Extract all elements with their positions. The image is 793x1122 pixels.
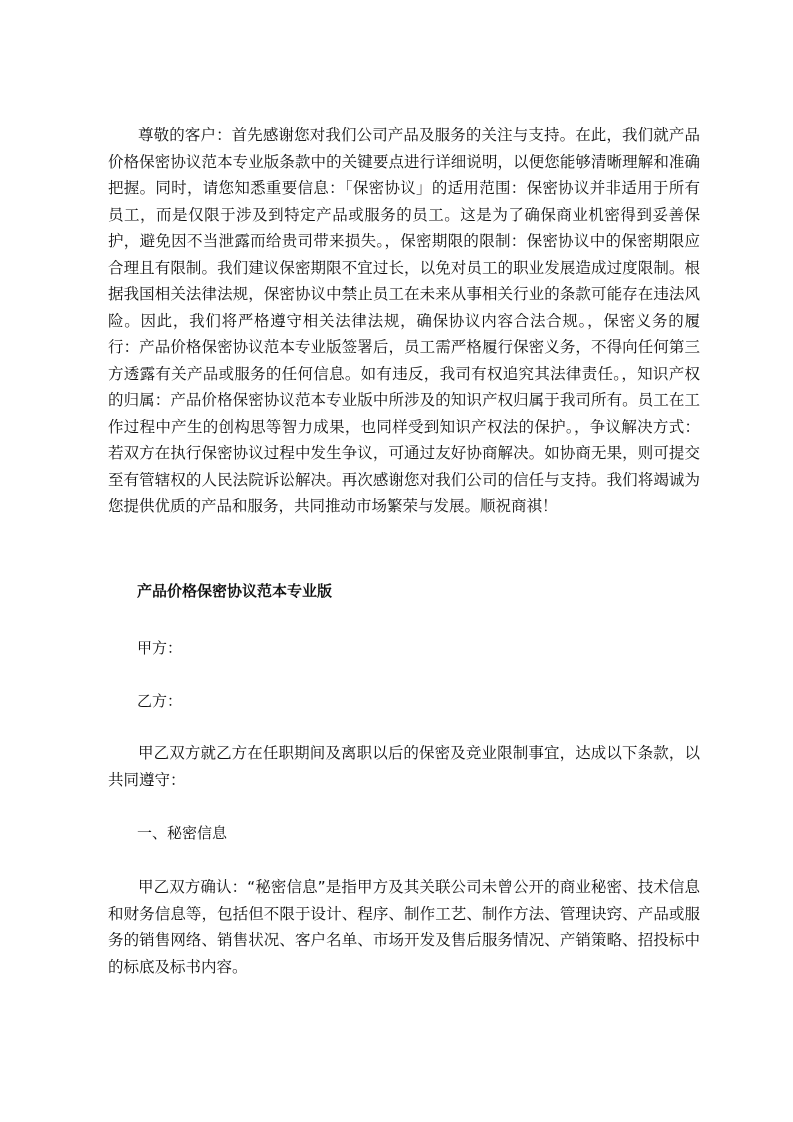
section-heading-secret-info: 一、秘密信息 [137,824,228,842]
party-b-label: 乙方： [137,692,183,710]
agreement-intro-paragraph: 甲乙双方就乙方在任职期间及离职以后的保密及竞业限制事宜，达成以下条款，以共同遵守： [108,744,700,789]
document-title: 产品价格保密协议范本专业版 [137,582,333,600]
intro-letter [108,122,700,520]
section-secret-info-paragraph: 甲乙双方确认：“秘密信息”是指甲方及其关联公司未曾公开的商业秘密、技术信息和财务信息等，包括但不限于设计、程序、制作工艺、制作方法、管理诀窍、产品或服务的销售网络、销售状况、客户名单、市场开发及售后服务情况、产销策略、招投标中的标底及标书内容。 [108,878,700,976]
intro-paragraph: 尊敬的客户：首先感谢您对我们公司产品及服务的关注与支持。在此，我们就产品价格保密协议范本专业版条款中的关键要点进行详细说明，以便您能够清晰理解和准确把握。同时，请您知悉重要信息：「保密协议」的适用范围：保密协议并非适用于所有员工，而是仅限于涉及到特定产品或服务的员工。这是为了确保商业机密得到妥善保护，避免因不当泄露而给贵司带来损失。，保密期限的限制：保密协议中的保密期限应合理且有限制。我们建议保密期限不宜过长，以免对员工的职业发展造成过度限制。根据我国相关法律法规，保密协议中禁止员工在未来从事相关行业的条款可能存在违法风险。因此，我们将严格遵守相关法律法规，确保协议内容合法合规。，保密义务的履行：产品价格保密协议范本专业版签署后，员工需严格履行保密义务，不得向任何第三方透露有关产品或服务的任何信息。如有违反，我司有权追究其法律责任。，知识产权的归属：产品价格保密协议范本专业版中所涉及的知识产权归属于我司所有。员工在工作过程中产生的创构思等智力成果，也同样受到知识产权法的保护。，争议解决方式：若双方在执行保密协议过程中发生争议，可通过友好协商解决。如协商无果，则可提交至有管辖权的人民法院诉讼解决。再次感谢您对我们公司的信任与支持。我们将竭诚为您提供优质的产品和服务，共同推动市场繁荣与发展。顺祝商祺！ [108,126,700,515]
party-a-label: 甲方： [137,639,183,657]
